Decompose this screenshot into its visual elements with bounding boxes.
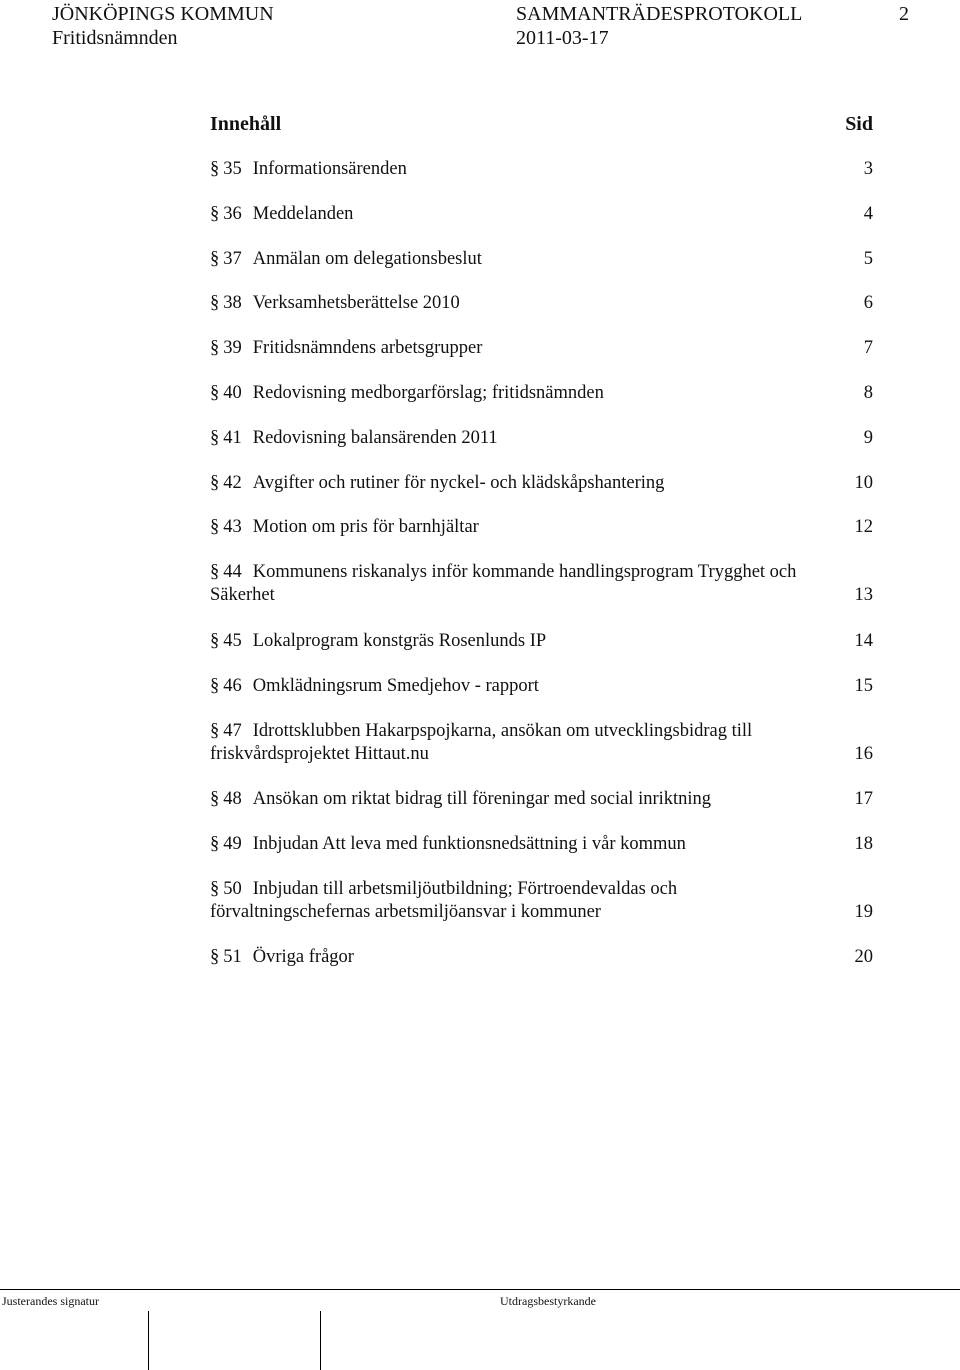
toc-entry-line (210, 901, 873, 924)
toc-entry (210, 516, 873, 539)
section-symbol: § (210, 676, 220, 696)
toc-entry-page: 5 (863, 249, 873, 269)
section-symbol: § (210, 338, 220, 358)
header-board: Fritidsnämnden (52, 27, 178, 49)
toc-entry (210, 248, 873, 271)
toc-entry-title: Kommunens riskanalys inför kommande handlingsprogram Trygghet och (252, 562, 797, 582)
header-document-type: SAMMANTRÄDESPROTOKOLL (516, 3, 803, 25)
toc-entry-page: 6 (863, 293, 873, 313)
section-symbol: § (210, 293, 220, 313)
toc-entry-title: Säkerhet (210, 585, 275, 605)
toc-entry-title: friskvårdsprojektet Hittaut.nu (210, 744, 429, 764)
header-page-number: 2 (899, 3, 909, 25)
toc-entry-page: 14 (854, 631, 873, 651)
section-symbol: § (210, 789, 220, 809)
toc-entry-number: 48 (223, 789, 242, 809)
toc-entry-number: 42 (223, 473, 242, 493)
toc-entry-page: 10 (854, 473, 873, 493)
toc-entry-title: Inbjudan till arbetsmiljöutbildning; Förtroendevaldas och (252, 879, 678, 899)
toc-entry (210, 561, 873, 607)
toc-entry-title: förvaltningschefernas arbetsmiljöansvar i kommuner (210, 902, 601, 922)
section-symbol: § (210, 383, 220, 403)
toc-entry-title: Motion om pris för barnhjältar (252, 517, 479, 537)
toc-entry (210, 630, 873, 653)
toc-entry-title: Meddelanden (252, 204, 354, 224)
header-date: 2011-03-17 (516, 27, 609, 49)
section-symbol: § (210, 159, 220, 179)
toc-entry-line (210, 788, 873, 811)
section-symbol: § (210, 517, 220, 537)
toc-entry (210, 337, 873, 360)
toc-entry-line (210, 675, 873, 698)
toc-entry-title: Anmälan om delegationsbeslut (252, 249, 482, 269)
toc-entry (210, 720, 873, 766)
signature-label: Justerandes signatur (2, 1294, 99, 1308)
toc-entry-line (210, 382, 873, 405)
toc-entry (210, 382, 873, 405)
toc-entry-line (210, 743, 873, 766)
toc-entry-line (210, 248, 873, 271)
toc-entry-title: Inbjudan Att leva med funktionsnedsättning i vår kommun (252, 834, 686, 854)
toc-entry-number: 49 (223, 834, 242, 854)
toc-entry-number: 44 (223, 562, 242, 582)
toc-entry-line (210, 292, 873, 315)
section-symbol: § (210, 428, 220, 448)
toc-entry-title: Avgifter och rutiner för nyckel- och klädskåpshantering (252, 473, 665, 493)
section-symbol: § (210, 721, 220, 741)
toc-entry-page: 12 (854, 517, 873, 537)
toc-entry-title: Informationsärenden (252, 159, 407, 179)
toc-entry (210, 158, 873, 181)
toc-entry-page: 13 (854, 585, 873, 605)
toc-entry-page: 19 (854, 902, 873, 922)
toc-entry-line (210, 720, 873, 743)
toc-entry (210, 472, 873, 495)
toc-entry-page: 18 (854, 834, 873, 854)
section-symbol: § (210, 631, 220, 651)
toc-entry-title: Verksamhetsberättelse 2010 (252, 293, 460, 313)
toc-entry-title: Fritidsnämndens arbetsgrupper (252, 338, 483, 358)
toc-entry-line (210, 203, 873, 226)
footer-divider (0, 1289, 960, 1290)
toc-entry-title: Lokalprogram konstgräs Rosenlunds IP (252, 631, 547, 651)
toc-entry-page: 15 (854, 676, 873, 696)
header-organization: JÖNKÖPINGS KOMMUN (52, 3, 274, 25)
toc-entry-title: Idrottsklubben Hakarpspojkarna, ansökan om utvecklingsbidrag till (252, 721, 753, 741)
toc-entry-title: Ansökan om riktat bidrag till föreningar med social inriktning (252, 789, 712, 809)
section-symbol: § (210, 879, 220, 899)
toc-entry-page: 4 (863, 204, 873, 224)
toc-entry-number: 37 (223, 249, 242, 269)
section-symbol: § (210, 249, 220, 269)
toc-entry (210, 292, 873, 315)
toc-entry-page: 3 (863, 159, 873, 179)
section-symbol: § (210, 834, 220, 854)
toc-entry (210, 878, 873, 924)
toc-entry-title: Redovisning medborgarförslag; fritidsnämnden (252, 383, 604, 403)
toc-entry-line (210, 561, 873, 584)
toc-entry-title: Redovisning balansärenden 2011 (252, 428, 498, 448)
toc-entry-page: 7 (863, 338, 873, 358)
toc-entry (210, 427, 873, 450)
toc-entry-number: 45 (223, 631, 242, 651)
section-symbol: § (210, 562, 220, 582)
toc-entry-page: 8 (863, 383, 873, 403)
toc-entry (210, 946, 873, 969)
toc-entry-number: 35 (223, 159, 242, 179)
toc-entry-line (210, 630, 873, 653)
toc-entry-number: 40 (223, 383, 242, 403)
toc-entry-number: 46 (223, 676, 242, 696)
toc-entry-number: 39 (223, 338, 242, 358)
toc-entry-title: Övriga frågor (252, 947, 354, 967)
toc-entry-number: 47 (223, 721, 242, 741)
toc-entry-line (210, 878, 873, 901)
toc-entry-line (210, 427, 873, 450)
toc-entry (210, 833, 873, 856)
toc-entry-line (210, 472, 873, 495)
toc-entry-number: 41 (223, 428, 242, 448)
toc-entry-page: 20 (854, 947, 873, 967)
signature-box-divider (320, 1311, 321, 1370)
toc-entry (210, 675, 873, 698)
toc-entry-line (210, 158, 873, 181)
toc-entry-title: Omklädningsrum Smedjehov - rapport (252, 676, 539, 696)
toc-entry-line (210, 516, 873, 539)
toc-title: Innehåll (210, 113, 282, 135)
toc-entry-number: 50 (223, 879, 242, 899)
toc-entry-line (210, 833, 873, 856)
section-symbol: § (210, 204, 220, 224)
toc-entry-number: 38 (223, 293, 242, 313)
toc-page-column-label: Sid (845, 113, 873, 135)
section-symbol: § (210, 473, 220, 493)
certification-label: Utdragsbestyrkande (500, 1294, 596, 1308)
toc-entry-number: 36 (223, 204, 242, 224)
toc-entry-line (210, 946, 873, 969)
toc-entry-line (210, 584, 873, 607)
toc-entry-page: 17 (854, 789, 873, 809)
toc-entry-number: 43 (223, 517, 242, 537)
toc-entry-number: 51 (223, 947, 242, 967)
toc-entry-line (210, 337, 873, 360)
toc-entry-page: 16 (854, 744, 873, 764)
section-symbol: § (210, 947, 220, 967)
toc-entry (210, 203, 873, 226)
toc-entry-page: 9 (863, 428, 873, 448)
signature-box-divider (148, 1311, 149, 1370)
toc-entry (210, 788, 873, 811)
